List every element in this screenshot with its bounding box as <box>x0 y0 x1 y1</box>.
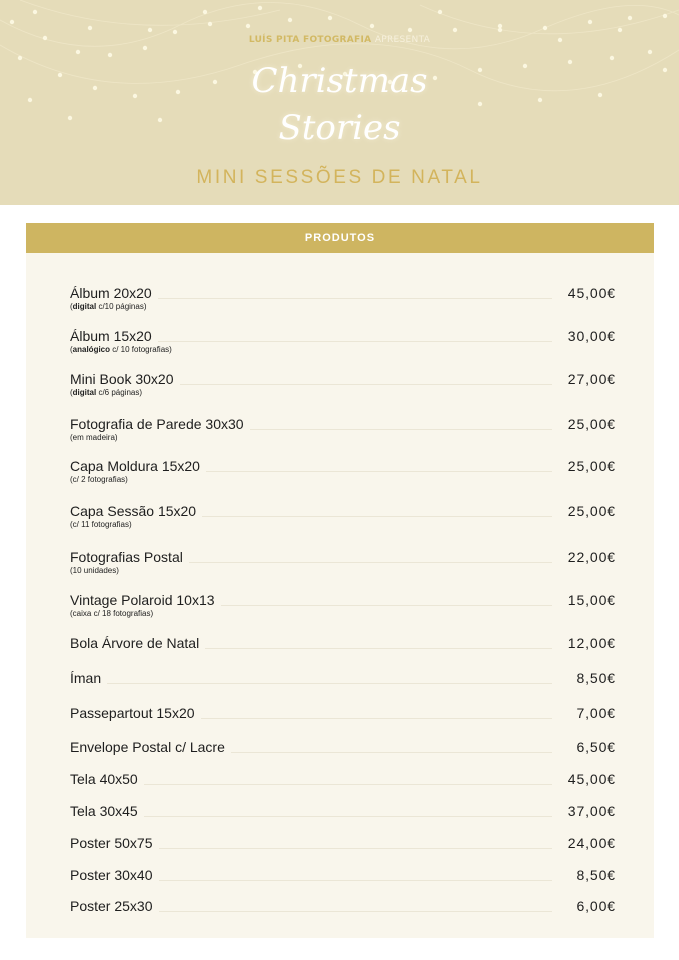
leader-line <box>159 880 553 881</box>
product-name: Envelope Postal c/ Lacre <box>70 739 225 755</box>
product-note <box>70 609 153 619</box>
light-bulb <box>28 98 32 102</box>
product-row <box>26 416 654 440</box>
product-price: 25,00€ <box>567 458 616 474</box>
light-bulb <box>108 53 112 57</box>
note-text: c/ 10 fotografias <box>110 345 170 354</box>
product-row <box>26 803 654 827</box>
leader-line <box>231 752 552 753</box>
leader-line <box>180 384 552 385</box>
product-price: 6,00€ <box>576 898 616 914</box>
product-note: (digital c/6 páginas) <box>70 388 143 397</box>
product-price: 24,00€ <box>567 835 616 851</box>
product-price: 27,00€ <box>567 371 616 387</box>
note-emphasis: analógico <box>72 345 111 354</box>
product-price: 30,00€ <box>567 328 616 344</box>
brand-line <box>0 35 679 45</box>
light-bulb <box>478 102 482 106</box>
product-price: 7,00€ <box>576 705 616 721</box>
product-note: (analógico c/ 10 fotografias) <box>70 345 172 354</box>
leader-line <box>206 471 552 472</box>
product-price: 45,00€ <box>567 771 616 787</box>
product-price: 8,50€ <box>576 670 616 686</box>
product-name: Poster 30x40 <box>70 867 153 883</box>
product-note: (digital c/10 páginas) <box>70 302 147 311</box>
leader-line <box>221 605 552 606</box>
product-name: Vintage Polaroid 10x13 <box>70 592 215 608</box>
brand-name: LUÍS PITA FOTOGRAFIA <box>248 35 372 45</box>
light-bulb <box>148 28 152 32</box>
leader-line <box>158 298 552 299</box>
leader-line <box>189 562 552 563</box>
note-text: (10 unidades) <box>70 566 119 575</box>
light-bulb <box>76 50 80 54</box>
product-name: Fotografias Postal <box>70 549 183 565</box>
product-name: Álbum 15x20 <box>70 328 152 344</box>
light-bulb <box>453 28 457 32</box>
presents-label: APRESENTA <box>374 35 431 45</box>
note-emphasis: digital <box>72 388 97 397</box>
product-name: Capa Moldura 15x20 <box>70 458 200 474</box>
product-name: Bola Árvore de Natal <box>70 635 200 651</box>
light-bulb <box>408 28 412 32</box>
product-price: 8,50€ <box>576 867 616 883</box>
note-text: c/10 páginas <box>96 302 144 311</box>
light-bulb <box>588 20 592 24</box>
light-bulb <box>208 22 212 26</box>
product-note <box>70 433 118 443</box>
light-bulb <box>33 10 37 14</box>
leader-line <box>205 648 552 649</box>
product-row <box>26 705 654 729</box>
light-bulb <box>10 20 14 24</box>
product-name: Mini Book 30x20 <box>70 371 174 387</box>
light-bulb <box>498 24 502 28</box>
script-title-line1: Christmas <box>251 61 428 101</box>
product-name: Poster 50x75 <box>70 835 153 851</box>
product-price: 22,00€ <box>567 549 616 565</box>
light-bulb <box>88 26 92 30</box>
product-name: Tela 30x45 <box>70 803 138 819</box>
product-row <box>26 635 654 659</box>
product-name: Tela 40x50 <box>70 771 138 787</box>
product-row <box>26 771 654 795</box>
product-row <box>26 458 654 482</box>
light-bulb <box>438 10 442 14</box>
note-text: (em madeira) <box>70 433 118 442</box>
light-bulb <box>498 28 502 32</box>
note-text: c/6 páginas <box>96 388 140 397</box>
leader-line <box>158 341 552 342</box>
header-banner <box>0 0 679 205</box>
note-text: (c/ 11 fotografias) <box>70 520 132 529</box>
leader-line <box>159 848 553 849</box>
product-name: Passepartout 15x20 <box>70 705 195 721</box>
product-name: Poster 25x30 <box>70 898 153 914</box>
note-text: (c/ 2 fotografias) <box>70 475 128 484</box>
subtitle: MINI SESSÕES DE NATAL <box>196 167 483 188</box>
light-bulb <box>173 30 177 34</box>
light-bulb <box>610 56 614 60</box>
product-price: 37,00€ <box>567 803 616 819</box>
product-row <box>26 503 654 527</box>
product-name: Álbum 20x20 <box>70 285 152 301</box>
product-name: Fotografia de Parede 30x30 <box>70 416 244 432</box>
product-price: 6,50€ <box>576 739 616 755</box>
light-bulb <box>648 50 652 54</box>
leader-line <box>201 718 552 719</box>
product-row <box>26 285 654 309</box>
product-price: 45,00€ <box>567 285 616 301</box>
product-note <box>70 566 119 576</box>
leader-line <box>144 816 552 817</box>
note-text: (caixa c/ 18 fotografias) <box>70 609 154 618</box>
products-card <box>26 223 654 938</box>
product-price: 12,00€ <box>567 635 616 651</box>
light-bulb <box>618 28 622 32</box>
product-row <box>26 328 654 352</box>
product-row <box>26 670 654 694</box>
product-note <box>70 520 132 530</box>
light-bulb <box>18 56 22 60</box>
light-bulb <box>258 6 262 10</box>
product-note <box>70 475 128 485</box>
product-row <box>26 371 654 395</box>
light-bulb <box>663 14 667 18</box>
light-bulb <box>246 24 250 28</box>
leader-line <box>202 516 552 517</box>
product-row <box>26 549 654 573</box>
product-row <box>26 739 654 763</box>
light-bulb <box>143 46 147 50</box>
note-emphasis: digital <box>72 302 97 311</box>
leader-line <box>144 784 552 785</box>
light-bulb <box>203 10 207 14</box>
product-name: Capa Sessão 15x20 <box>70 503 197 519</box>
light-bulb <box>370 24 374 28</box>
light-bulb <box>628 16 632 20</box>
product-name: Íman <box>70 670 102 686</box>
product-row <box>26 867 654 891</box>
leader-line <box>250 429 552 430</box>
product-row <box>26 835 654 859</box>
product-price: 15,00€ <box>567 592 616 608</box>
product-row <box>26 898 654 922</box>
light-bulb <box>288 18 292 22</box>
script-title-line2: Stories <box>278 108 401 148</box>
section-title-bar: PRODUTOS <box>26 223 654 253</box>
leader-line <box>159 911 553 912</box>
product-price: 25,00€ <box>567 503 616 519</box>
product-price: 25,00€ <box>567 416 616 432</box>
light-bulb <box>538 98 542 102</box>
product-row <box>26 592 654 616</box>
light-bulb <box>328 16 332 20</box>
light-bulb <box>543 26 547 30</box>
leader-line <box>107 683 552 684</box>
